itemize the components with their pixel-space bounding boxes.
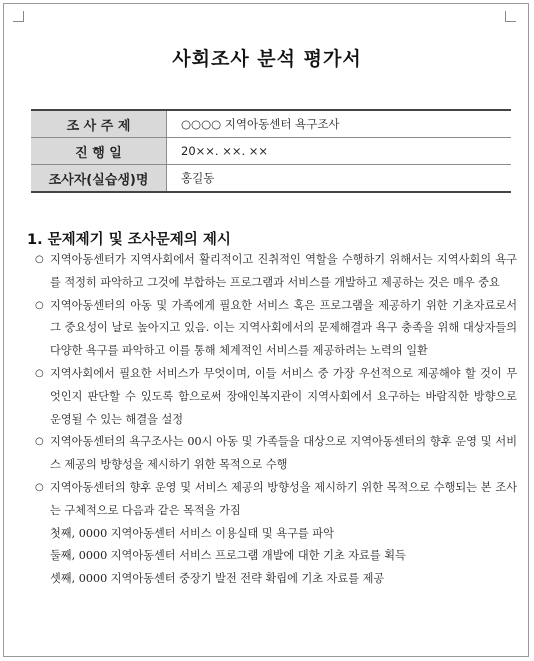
info-table — [31, 109, 511, 193]
crop-mark-top-left — [13, 11, 24, 22]
bullet-icon: ○ — [35, 436, 44, 448]
sub-item-first: 첫째, 0000 지역아동센터 서비스 이용실태 및 욕구를 파악 — [50, 526, 334, 540]
table-row — [31, 138, 511, 165]
table-row — [31, 110, 511, 138]
researcher-value: 홍길동 — [167, 165, 512, 193]
bullet-icon: ○ — [35, 299, 44, 311]
list-item — [35, 363, 517, 431]
list-item — [35, 295, 517, 363]
list-item — [35, 249, 517, 295]
researcher-label: 조사자(실습생)명 — [31, 165, 167, 193]
paragraph-text: 지역사회에서 필요한 서비스가 무엇이며, 이들 서비스 중 가장 우선적으로 제공해야 할 것이 무엇인지 판단할 수 있도록 함으로써 장애인복지관이 지역사회에서 요구하는 바람직한 방향으로 운영될 수 있는 해결을 설정 — [50, 366, 517, 426]
date-label: 진 행 일 — [31, 138, 167, 165]
paragraph-text: 지역아동센터의 향후 운영 및 서비스 제공의 방향성을 제시하기 위한 목적으로 수행되는 본 조사는 구체적으로 다음과 같은 목적을 가짐 — [50, 480, 517, 517]
list-item — [35, 431, 517, 477]
section-heading: 1. 문제제기 및 조사문제의 제시 — [27, 232, 231, 248]
paragraph-text: 지역아동센터가 지역사회에서 활리적이고 진취적인 역할을 수행하기 위해서는 지역사회의 욕구를 적정히 파악하고 그것에 부합하는 프로그램과 서비스를 개발하고 제공하는 것은 매우 중요 — [50, 253, 517, 289]
document-title: 사회조사 분석 평가서 — [172, 48, 362, 70]
bullet-icon: ○ — [35, 367, 44, 379]
sub-item-third: 셋째, 0000 지역아동센터 중장기 발전 전략 확립에 기초 자료를 제공 — [50, 572, 385, 586]
paragraph-text: 지역아동센터의 욕구조사는 00시 아동 및 가족들을 대상으로 지역아동센터의 향후 운영 및 서비스 제공의 방향성을 제시하기 위한 목적으로 수행 — [50, 435, 517, 472]
topic-value: ○○○○ 지역아동센터 욕구조사 — [167, 110, 512, 138]
list-item — [35, 477, 517, 523]
bullet-icon: ○ — [35, 254, 44, 265]
date-value: 20××. ××. ×× — [167, 138, 512, 165]
table-row — [31, 165, 511, 193]
section-body — [35, 249, 517, 591]
topic-label: 조 사 주 제 — [31, 110, 167, 138]
bullet-icon: ○ — [35, 481, 44, 493]
crop-mark-top-right — [505, 11, 516, 22]
paragraph-text: 지역아동센터의 아동 및 가족에게 필요한 서비스 혹은 프로그램을 제공하기 위한 기초자료로서 그 중요성이 날로 높아지고 있음. 이는 지역사회에서의 문제해결과 욕구 충족을 위해 대상자들의 다양한 욕구를 파악하고 이를 통해 체계적인 서비스를 제공하려는 노력의 일환 — [50, 298, 517, 358]
sub-item-second: 둘째, 0000 지역아동센터 서비스 프로그램 개발에 대한 기초 자료를 획득 — [50, 549, 406, 563]
